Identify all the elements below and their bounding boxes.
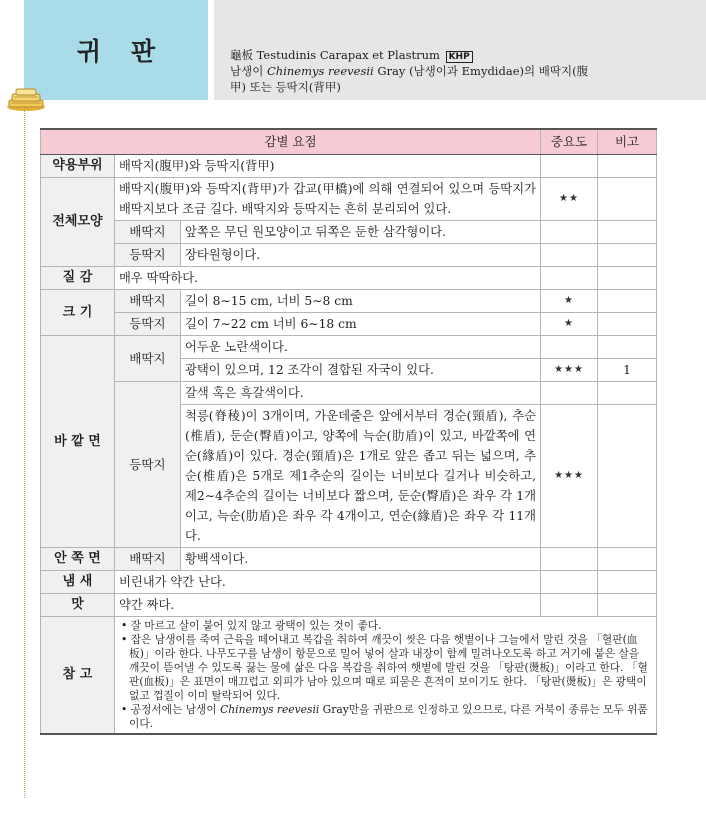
header-remarks: 비고 bbox=[598, 129, 657, 155]
value-outer-carapace-2: 척릉(脊稜)이 3개이며, 가운데줄은 앞에서부터 경순(頸盾), 추순(椎盾), 둔순(臀盾)이고, 양쪽에 늑순(肋盾)이 있고, 바깥쪽에 연순(緣盾)이 있다. 경순(頸盾)은 1개로 앞은 좁고 뒤는 넓으며, 추순(椎盾)은 5개로 제1추순의 길이는 너비보다 길거나 비슷하고, 제2∼4추순의 길이는 너비보다 짧으며, 둔순(臀盾)은 좌우 각 1개이고, 늑순(肋盾)은 좌우 각 4개이고, 연순(緣盾)은 좌우 각 11개다. bbox=[181, 405, 541, 548]
sublabel-overall-carapace: 등딱지 bbox=[115, 244, 181, 267]
origin-line-2: 甲) 또는 등딱지(背甲) bbox=[230, 80, 341, 94]
label-overall-shape: 전체모양 bbox=[41, 178, 115, 267]
sublabel-outer-plastron: 배딱지 bbox=[115, 336, 181, 382]
value-reference bbox=[115, 617, 657, 735]
importance-size-carapace: ★ bbox=[541, 313, 598, 336]
value-size-carapace: 길이 7∼22 cm 너비 6∼18 cm bbox=[181, 313, 541, 336]
label-taste: 맛 bbox=[41, 594, 115, 617]
value-outer-plastron-1: 어두운 노란색이다. bbox=[181, 336, 541, 359]
page-title: 귀판 bbox=[76, 37, 186, 66]
herb-bundle-icon bbox=[5, 86, 47, 112]
latin-name: Testudinis Carapax et Plastrum bbox=[256, 48, 440, 62]
importance-outer-plastron: ★★★ bbox=[541, 359, 598, 382]
row-outer-plastron-color bbox=[41, 336, 657, 359]
value-overall-plastron: 앞쪽은 무딘 원모양이고 뒤쪽은 둔한 삼각형이다. bbox=[181, 221, 541, 244]
row-odor bbox=[41, 571, 657, 594]
row-outer-carapace-color bbox=[41, 382, 657, 405]
sublabel-outer-carapace: 등딱지 bbox=[115, 382, 181, 548]
value-overall-shape: 배딱지(腹甲)와 등딱지(背甲)가 갑교(甲橋)에 의해 연결되어 있으며 등딱지가 배딱지보다 조금 길다. 배딱지와 등딱지는 흔히 분리되어 있다. bbox=[115, 178, 541, 221]
identification-table bbox=[40, 128, 657, 735]
sublabel-size-carapace: 등딱지 bbox=[115, 313, 181, 336]
value-outer-carapace-1: 갈색 혹은 흑갈색이다. bbox=[181, 382, 541, 405]
value-overall-carapace: 장타원형이다. bbox=[181, 244, 541, 267]
label-inner-surface: 안 쪽 면 bbox=[41, 548, 115, 571]
row-reference bbox=[41, 617, 657, 735]
header-info bbox=[214, 0, 706, 100]
reference-notes bbox=[119, 619, 650, 731]
header-points: 감별 요점 bbox=[41, 129, 541, 155]
label-size: 크 기 bbox=[41, 290, 115, 336]
origin-text-a: 남생이 bbox=[230, 64, 267, 78]
label-outer-surface: 바 깥 면 bbox=[41, 336, 115, 548]
row-size-carapace bbox=[41, 313, 657, 336]
reference-note-3 bbox=[129, 703, 650, 731]
header-importance: 중요도 bbox=[541, 129, 598, 155]
origin-line-1 bbox=[230, 63, 588, 79]
row-size-plastron bbox=[41, 290, 657, 313]
reference-note-2: • 잡은 남생이를 죽여 근육을 떼어내고 복갑을 취하여 깨끗이 씻은 다음 햇볕이나 그늘에서 말린 것을 「혈판(血板)」이라 한다. 나무도구를 남생이 항문으로 밀어 넣어 살과 내장이 함께 밀려나오도록 하고 거기에 붙은 살을 깨끗이 뜯어낼 수 있도록 끓는 물에 삶은 다음 복갑을 취하여 햇볕에 말린 것을 「탕판(燙板)」이라고 한다. 「혈판(血板)」은 표면이 매끄럽고 외피가 남아 있으며 때로 피묻은 흔적이 보이기도 한다. 「탕판(燙板)」은 광택이 없고 껍질이 이미 탈락되어 있다. bbox=[129, 633, 650, 703]
origin-text-b: Gray (남생이과 Emydidae)의 배딱지(腹 bbox=[373, 64, 589, 78]
title-box bbox=[24, 0, 208, 100]
note3-species: Chinemys reevesii bbox=[220, 703, 320, 716]
importance-outer-carapace: ★★★ bbox=[541, 405, 598, 548]
value-odor: 비린내가 약간 난다. bbox=[115, 571, 541, 594]
importance-overall-shape: ★★ bbox=[541, 178, 598, 221]
value-inner-surface: 황백색이다. bbox=[181, 548, 541, 571]
sublabel-size-plastron: 배딱지 bbox=[115, 290, 181, 313]
value-outer-plastron-2: 광택이 있으며, 12 조각이 결합된 자국이 있다. bbox=[181, 359, 541, 382]
latin-name-line bbox=[230, 47, 473, 63]
sublabel-overall-plastron: 배딱지 bbox=[115, 221, 181, 244]
reference-note-1: • 잘 마르고 살이 붙어 있지 않고 광택이 있는 것이 좋다. bbox=[129, 619, 650, 633]
note3-text-a: 공정서에는 남생이 bbox=[130, 703, 221, 716]
value-texture: 매우 딱딱하다. bbox=[115, 267, 541, 290]
label-texture: 질 감 bbox=[41, 267, 115, 290]
row-medicinal-part bbox=[41, 155, 657, 178]
importance-size-plastron: ★ bbox=[541, 290, 598, 313]
margin-dotted-rule bbox=[24, 108, 25, 798]
row-overall-plastron bbox=[41, 221, 657, 244]
label-medicinal-part: 약용부위 bbox=[41, 155, 115, 178]
value-size-plastron: 길이 8∼15 cm, 너비 5∼8 cm bbox=[181, 290, 541, 313]
value-medicinal-part: 배딱지(腹甲)와 등딱지(背甲) bbox=[115, 155, 541, 178]
row-overall-carapace bbox=[41, 244, 657, 267]
remark-outer-plastron: 1 bbox=[598, 359, 657, 382]
row-taste bbox=[41, 594, 657, 617]
value-taste: 약간 짜다. bbox=[115, 594, 541, 617]
table-header-row bbox=[41, 129, 657, 155]
sublabel-inner-surface: 배딱지 bbox=[115, 548, 181, 571]
row-inner-surface bbox=[41, 548, 657, 571]
label-odor: 냄 새 bbox=[41, 571, 115, 594]
khp-badge: KHP bbox=[446, 51, 473, 63]
row-texture bbox=[41, 267, 657, 290]
note3-text-b: Gray만을 귀판으로 인정하고 있으므로, 다른 거북이 종류는 모두 위품이다. bbox=[129, 703, 648, 730]
label-reference: 참 고 bbox=[41, 617, 115, 735]
origin-species: Chinemys reevesii bbox=[266, 64, 374, 78]
row-overall-shape bbox=[41, 178, 657, 221]
latin-prefix: 龜板 bbox=[230, 48, 253, 62]
